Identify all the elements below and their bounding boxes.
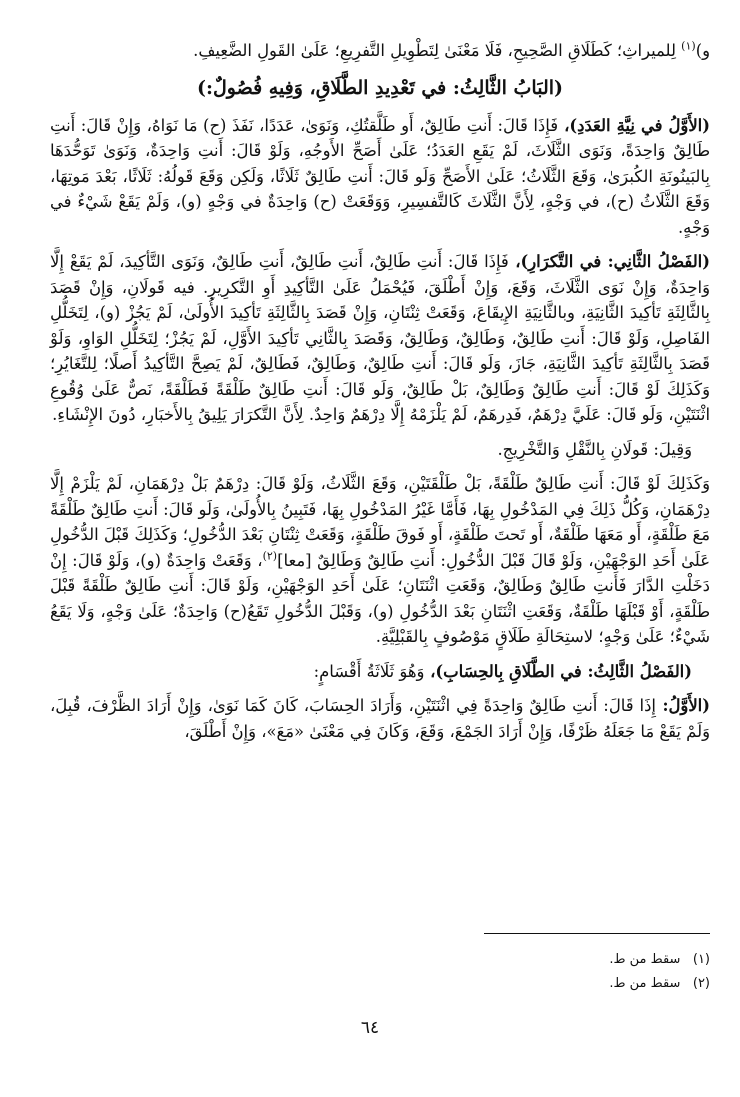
footnotes [410,948,710,996]
footnote-2: (٢) سقط من ط. [609,976,710,991]
paragraph-kadhalika: وَكَذَلِكَ لَوْ قَالَ: أَنتِ طَالِقٌ طَلْقَةً، بَلْ طَلْقَتَيْنِ، وَقَعَ الثَّلَاثُ، وَلَوْ قَالَ: دِرْهَمٌ بَلْ دِرْهَمَانِ، لَمْ يَلْزَمْ إِلَّا دِرْهَمَانِ، وَكُلُّ ذَلِكَ فِي المَدْخُولِ بِهَا، فَأَمَّا غَيْرُ المَدْخُولِ بِهَا، فَتَبِينُ بِالأُولَىٰ، وَلَو قَالَ: أَنتِ طَالِقٌ طَلْقَةً مَعَ طَلْقَةٍ، أَو مَعَهَا طَلْقَةٌ، أَو تَحتَ طَلْقَةٍ، أَو فَوقَ طَلْقَةٍ، وَقَعَتْ ثِنْتَانِ بَعْدَ الدُّخُولِ؛ وَكَذَلِكَ قَبْلَ الدُّخُولِ عَلَىٰ أَحَدِ الوَجْهَيْنِ، وَلَوْ قَالَ قَبْلَ الدُّخُولِ: أَنتِ طَالِقٌ وَطَالِقٌ [معا]$^{(٢)}$، وَقَعَتْ وَاحِدَةٌ (و)، وَلَوْ قَالَ: إِنْ دَخَلْتِ الدَّارَ فَأَنتِ طَالِقٌ وَطَالِقٌ، وَقَعَتِ اثْنَتَانِ؛ عَلَىٰ أَحَدِ الوَجْهَيْنِ، وَلَوْ قَالَ: أَنتِ طَالِقٌ طَلْقَةً قَبْلَ طَلْقَةٍ، أَوْ قَبْلَهَا طَلْقَةٌ، وَقَعَتِ اثْنَتَانِ بَعْدَ الدُّخُولِ (و)، وَقَبْلَ الدُّخُولِ تَقَعُ(ح) وَاحِدَةٌ؛ عَلَىٰ وَجْهٍ، وَلَا يَقَعُ شَيْءٌ؛ عَلَىٰ وَجْهٍ؛ لاستِحَالَةِ طَلَاقٍ مَوْصُوفٍ بِالقَبْلِيَّةِ. [49,474,710,646]
main-text [50,38,710,753]
footnote-1: (١) سقط من ط. [609,952,710,967]
top-line: و)$^{(١)}$ لِلميراثِ؛ كَطَلَاقِ الصَّحِيحِ، فَلَا مَعْنَىٰ لِتَطْوِيلِ التَّفرِيعِ؛ عَلَىٰ القَولِ الضَّعِيفِ. [193,39,710,60]
page-number: ٦٤ [360,1018,380,1038]
chapter-heading: (البَابُ الثَّالِثُ: في تَعْدِيدِ الطَّلَاقِ، وَفِيهِ فُصُولٌ:) [196,76,564,99]
paragraph-section-2: (الفَصْلُ الثَّانِي: في التَّكرَارِ)، فَإِذَا قَالَ: أَنتِ طَالِقٌ، أَنتِ طَالِقٌ، أَنتِ طَالِقٌ، وَنَوَى التَّأكِيدَ، لَمْ يَقَعْ إِلَّا وَاحِدَةٌ، وَإِنْ نَوَى الثَّلَاثَ، وَقَعَ، وَإِنْ أَطْلَقَ، فَيُحْمَلُ عَلَىٰ التَّأكِيدِ أَوِ التَّكرِيرِ. فيه قَولَانِ، وَإِنْ قَصَدَ بِالثَّالِثَةِ تَأكِيدَ الثَّانِيَةِ، وبالثَّانِيَةِ الإِيقَاعَ، وَقَعَتْ ثِنْتَانِ، وَإِنْ قَصَدَ بِالثَّالِثَةِ تَأكِيدَ الأُولَىٰ، لَمْ يَجُزْ (و)، لِتَخَلُّلِ الفَاصِلِ، وَلَوْ قَالَ: أَنتِ طَالِقٌ، وَطَالِقٌ، وَطَالِقٌ، وَقَصَدَ بِالثَّانِي تَأكِيدَ الأَوَّلِ، لَمْ يَجُزْ؛ لِتَخَلُّلِ الوَاوِ، وَلَوْ قَصَدَ بِالثَّالِثَةِ تَأكِيدَ الثَّانِيَةِ، جَازَ، وَلَو قَالَ: أَنتِ طَالِقٌ، وَطَالِقٌ، فَطَالِقٌ، لَمْ يَصِحَّ التَّأكِيدُ أَصلًا؛ لِلتَّغَايُرِ؛ وَكَذَلِكَ لَوْ قَالَ: أَنتِ طَالِقٌ وَطَالِقٌ، بَلْ طَالِقٌ، وَلَو قَالَ: أَنتِ طَالِقٌ طَلْقَةً فَطَلْقَةً، نَصٌّ عَلَىٰ وُقُوعِ اثْنَتَيْنِ، وَلَو قَالَ: عَلَيَّ دِرْهَمٌ، فَدِرهَمٌ، لَمْ يَلْزَمْهُ إِلَّا دِرْهَمٌ وَاحِدٌ. لِأَنَّ التَّكرَارَ يَلِيقُ بِالأَخبَارِ، دُونَ الإِنْشَاءِ. [50,252,710,424]
paragraph-awwal: (الأَوَّلُ: إِذَا قَالَ: أَنتِ طَالِقٌ وَاحِدَةً فِي اثْنَتَيْنِ، وَأَرَادَ الحِسَابَ، كَانَ كَمَا نَوَىٰ، وَإِنْ أَرَادَ الظَّرْفَ، قُبِلَ، وَلَمْ يَقَعْ مَا جَعَلَهُ ظَرْفًا، وَإِنْ أَرَادَ الجَمْعَ، وَقَعَ، وَكَانَ فِي مَعْنَىٰ «مَعَ»، وَإِنْ أَطْلَقَ، [50,696,710,741]
paragraph-qila: وَقِيلَ: قَولَانِ بِالنَّقْلِ وَالتَّخْرِيجِ. [497,439,692,459]
footnote-ref-2: (٢) [262,549,278,563]
footnote-ref-1: (١) [681,39,696,53]
paragraph-section-3: (الفَصْلُ الثَّالِثُ: في الطَّلَاقِ بِالحِسَابِ)، وَهُوَ ثَلَاثَةُ أَقْسَامٍ: [313,661,692,681]
paragraph-section-1: (الأَوَّلُ في نِيَّةِ العَدَدِ)، فَإِذَا قَالَ: أَنتِ طَالِقٌ، أَو طَلَّقتُكِ، وَنَوَىٰ، عَدَدًا، نَفَذَ (ح) مَا نَوَاهُ، وَإِنْ قَالَ: أَنتِ طَالِقٌ وَاحِدَةً، وَنَوَى الثَّلَاثَ، لَمْ يَقَعِ العَدَدُ؛ عَلَىٰ أَصَحِّ الأَوجُهِ، وَلَوْ قَالَ: أَنتِ وَاحِدَةٌ، وَنَوَىٰ تَوَحُّدَهَا بِالبَينُونَةِ الكُبرَىٰ، وَقَعَ الثَّلَاثُ؛ عَلَىٰ الأَصَحِّ وَلَو قَالَ: أَنتِ طَالِقٌ ثَلَاثًا، وَلَكِن وَقَعَ قَولُهُ: ثَلَاثًا، بَعْدَ مَوتِهَا، وَقَعَ الثَّلَاثُ (ح)، في وَجْهٍ، لِأَنَّ الثَّلَاثَ كَالتَّفسِيرِ، وَوَقَعَتْ (ح) وَاحِدَةٌ في وَجْهٍ (و)، وَلَمْ يَقَعْ شَيْءٌ في وَجْهٍ. [50,115,710,237]
footnote-divider [484,933,710,934]
